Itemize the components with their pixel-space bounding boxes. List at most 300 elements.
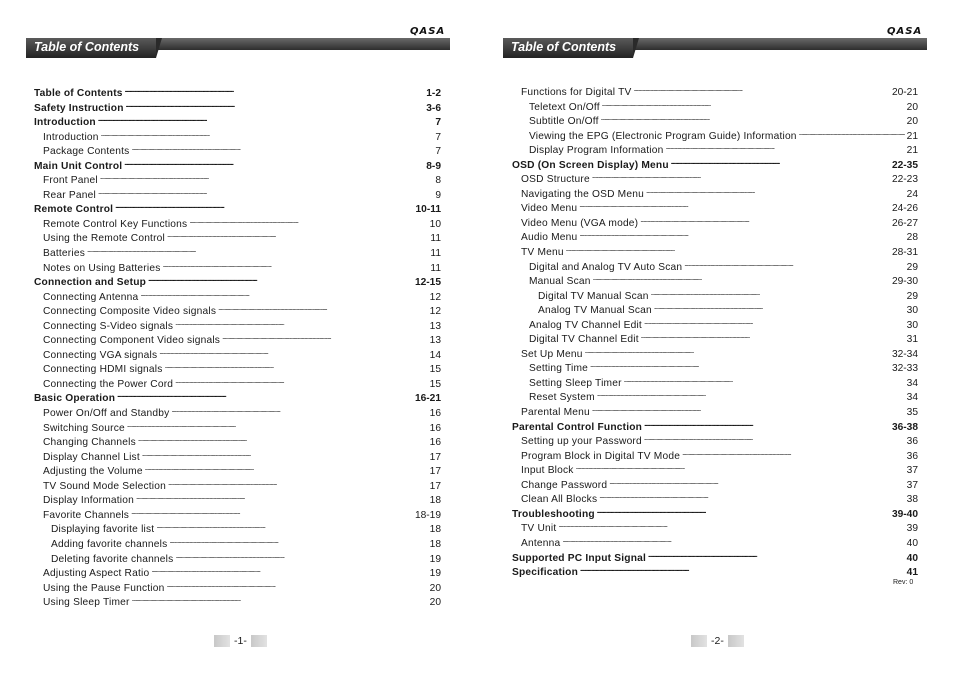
- toc-entry: [34, 348, 441, 363]
- toc-entry-page: 30: [906, 319, 918, 331]
- toc-entry-page: 18: [429, 538, 441, 550]
- toc-entry: [34, 159, 441, 174]
- toc-entry-label: Viewing the EPG (Electronic Program Guide) Information: [529, 130, 797, 142]
- toc-entry-page: 18-19: [414, 509, 441, 521]
- toc-leader-dots: [131, 144, 433, 154]
- toc-leader-dots: [651, 289, 905, 299]
- toc-entry-page: 16: [429, 408, 441, 420]
- toc-entry-label: Digital TV Channel Edit: [529, 334, 639, 346]
- toc-entry: [34, 377, 441, 392]
- toc-entry-label: Rear Panel: [43, 189, 96, 201]
- toc-entry-label: Input Block: [521, 465, 574, 477]
- toc-leader-dots: [162, 261, 428, 271]
- toc-leader-dots: [189, 217, 427, 227]
- toc-leader-dots: [644, 420, 890, 430]
- toc-entry-label: Connecting VGA signals: [43, 349, 158, 361]
- toc-entry: [512, 158, 918, 173]
- toc-entry-page: 17: [429, 480, 441, 492]
- toc-entry-label: Using Sleep Timer: [43, 597, 130, 609]
- toc-leader-dots: [222, 333, 428, 343]
- toc-entry-page: 11: [430, 233, 441, 245]
- toc-entry-page: 19: [429, 553, 441, 565]
- toc-entry: [512, 289, 918, 304]
- toc-entry: [512, 463, 918, 478]
- toc-entry: [34, 333, 441, 348]
- toc-entry-page: 17: [429, 466, 441, 478]
- toc-entry: [34, 290, 441, 305]
- toc-entry-label: Video Menu: [521, 203, 578, 215]
- toc-leader-dots: [644, 318, 905, 328]
- toc-entry-page: 18: [429, 524, 441, 536]
- toc-entry-page: 22-23: [891, 174, 918, 186]
- toc-entry: [512, 303, 918, 318]
- toc-entry: [512, 245, 918, 260]
- toc-entry-page: 7: [435, 117, 441, 129]
- toc-entry-page: 36: [906, 436, 918, 448]
- toc-leader-dots: [148, 275, 413, 285]
- toc-entry: [512, 318, 918, 333]
- toc-entry: [512, 260, 918, 275]
- toc-leader-dots: [101, 130, 434, 140]
- toc-leader-dots: [580, 565, 905, 575]
- toc-entry: [512, 100, 918, 115]
- toc-entry-page: 36: [906, 450, 918, 462]
- toc-entry-label: Functions for Digital TV: [521, 87, 632, 98]
- toc-entry-page: 28-31: [891, 247, 918, 259]
- toc-entry: [512, 492, 918, 507]
- toc-leader-dots: [125, 86, 425, 96]
- toc-entry-label: Deleting favorite channels: [51, 553, 174, 565]
- toc-entry-label: Using the Remote Control: [43, 233, 166, 245]
- toc-entry-page: 20: [429, 582, 441, 594]
- toc-list: [34, 86, 441, 610]
- toc-entry: [34, 144, 441, 159]
- toc-entry: [512, 347, 918, 362]
- toc-entry-label: Connection and Setup: [34, 277, 147, 289]
- toc-leader-dots: [592, 405, 905, 415]
- toc-leader-dots: [138, 435, 428, 445]
- toc-entry-label: Adding favorite channels: [51, 538, 168, 550]
- toc-leader-dots: [98, 115, 434, 125]
- toc-leader-dots: [175, 377, 428, 387]
- toc-entry-page: 22-35: [891, 159, 918, 171]
- toc-entry: [512, 216, 918, 231]
- toc-leader-dots: [602, 100, 905, 110]
- toc-entry-label: Program Block in Digital TV Mode: [521, 450, 681, 462]
- toc-entry: [34, 86, 441, 101]
- toc-entry: [512, 565, 918, 580]
- toc-leader-dots: [624, 376, 905, 386]
- toc-entry-page: 12: [429, 306, 441, 318]
- toc-leader-dots: [640, 216, 890, 226]
- toc-entry: [512, 85, 918, 100]
- toc-entry-label: Basic Operation: [34, 393, 116, 405]
- toc-leader-dots: [597, 390, 905, 400]
- toc-leader-dots: [648, 551, 905, 561]
- toc-entry-label: Package Contents: [43, 146, 130, 158]
- toc-entry: [34, 566, 441, 581]
- toc-entry: [512, 551, 918, 566]
- toc-entry-label: Setting Time: [529, 363, 589, 375]
- toc-leader-dots: [175, 319, 427, 329]
- toc-leader-dots: [175, 552, 427, 562]
- toc-entry-label: Navigating the OSD Menu: [521, 188, 644, 200]
- toc-entry-page: 38: [906, 494, 918, 506]
- toc-leader-dots: [682, 449, 905, 459]
- toc-entry: [512, 172, 918, 187]
- toc-entry-label: Notes on Using Batteries: [43, 262, 161, 274]
- toc-leader-dots: [136, 493, 428, 503]
- toc-leader-dots: [124, 159, 424, 169]
- toc-leader-dots: [558, 521, 904, 531]
- toc-entry: [512, 376, 918, 391]
- toc-entry-label: Set Up Menu: [521, 348, 583, 360]
- toc-entry: [34, 231, 441, 246]
- toc-entry-page: 36-38: [891, 421, 918, 433]
- toc-entry: [34, 464, 441, 479]
- toc-entry-page: 21: [906, 145, 918, 157]
- toc-entry: [34, 246, 441, 261]
- section-header-band: [26, 38, 450, 58]
- toc-entry-page: 15: [429, 364, 441, 376]
- toc-leader-dots: [641, 332, 905, 342]
- toc-entry: [512, 187, 918, 202]
- toc-entry: [34, 450, 441, 465]
- toc-entry-label: Displaying favorite list: [51, 524, 155, 536]
- toc-leader-dots: [579, 201, 890, 211]
- toc-entry-page: 37: [906, 479, 918, 491]
- toc-leader-dots: [151, 566, 427, 576]
- toc-leader-dots: [142, 450, 428, 460]
- page-footer: [214, 635, 267, 647]
- toc-entry-label: Audio Menu: [521, 232, 578, 244]
- toc-leader-dots: [566, 245, 890, 255]
- toc-entry-page: 1-2: [426, 88, 441, 99]
- toc-entry: [512, 129, 918, 144]
- toc-leader-dots: [666, 143, 905, 153]
- toc-entry: [34, 435, 441, 450]
- toc-entry-label: Display Information: [43, 495, 134, 507]
- toc-leader-dots: [593, 274, 890, 284]
- toc-leader-dots: [87, 246, 428, 256]
- toc-entry: [512, 521, 918, 536]
- toc-leader-dots: [159, 348, 427, 358]
- toc-entry-page: 15: [429, 378, 441, 390]
- toc-entry: [34, 595, 441, 610]
- toc-entry: [34, 115, 441, 130]
- toc-entry-page: 20: [906, 101, 918, 113]
- toc-entry-label: Change Password: [521, 479, 608, 491]
- toc-entry: [512, 361, 918, 376]
- toc-entry: [34, 130, 441, 145]
- toc-entry-page: 20: [906, 116, 918, 128]
- toc-leader-dots: [646, 187, 905, 197]
- toc-entry: [512, 420, 918, 435]
- toc-entry: [34, 493, 441, 508]
- toc-leader-dots: [171, 406, 427, 416]
- toc-entry-page: 39: [906, 523, 918, 535]
- toc-entry: [512, 201, 918, 216]
- toc-entry-page: 30: [906, 305, 918, 317]
- toc-entry-label: Clean All Blocks: [521, 494, 598, 506]
- toc-entry: [34, 552, 441, 567]
- toc-leader-dots: [609, 478, 904, 488]
- toc-entry-page: 8-9: [426, 160, 441, 172]
- toc-entry-page: 13: [429, 320, 441, 332]
- toc-leader-dots: [601, 114, 905, 124]
- toc-leader-dots: [165, 362, 428, 372]
- toc-entry: [34, 406, 441, 421]
- footer-block-left: [214, 635, 230, 647]
- toc-entry-label: Connecting Component Video signals: [43, 335, 221, 347]
- toc-entry: [34, 537, 441, 552]
- toc-leader-dots: [218, 304, 428, 314]
- toc-leader-dots: [597, 507, 890, 517]
- toc-entry-page: 40: [906, 537, 918, 549]
- toc-leader-dots: [126, 101, 425, 111]
- toc-entry-page: 18: [429, 495, 441, 507]
- toc-leader-dots: [590, 361, 890, 371]
- toc-entry: [34, 304, 441, 319]
- toc-entry-label: Troubleshooting: [512, 508, 595, 520]
- toc-leader-dots: [634, 85, 890, 95]
- toc-entry: [512, 405, 918, 420]
- toc-entry-label: Front Panel: [43, 175, 98, 187]
- toc-entry-page: 16-21: [414, 393, 441, 405]
- toc-entry-label: TV Sound Mode Selection: [43, 480, 166, 492]
- toc-entry: [34, 421, 441, 436]
- toc-leader-dots: [100, 173, 433, 183]
- toc-entry-label: Connecting S-Video signals: [43, 320, 174, 332]
- page-number: -2-: [711, 635, 724, 647]
- toc-entry-label: OSD (On Screen Display) Menu: [512, 159, 669, 171]
- toc-leader-dots: [599, 492, 904, 502]
- toc-entry-label: Analog TV Manual Scan: [538, 305, 652, 317]
- toc-entry-page: 12: [429, 291, 441, 303]
- toc-leader-dots: [562, 536, 904, 546]
- toc-entry-label: Setting up your Password: [521, 436, 642, 448]
- toc-entry-page: 32-33: [891, 363, 918, 375]
- toc-entry: [34, 319, 441, 334]
- toc-leader-dots: [579, 230, 904, 240]
- toc-entry-label: Connecting HDMI signals: [43, 364, 163, 376]
- toc-entry-page: 20: [429, 597, 441, 609]
- toc-entry-label: Teletext On/Off: [529, 101, 600, 113]
- toc-entry-label: Setting Sleep Timer: [529, 377, 622, 389]
- toc-entry-page: 39-40: [891, 508, 918, 520]
- toc-entry-page: 19: [429, 568, 441, 580]
- toc-entry-page: 29: [906, 261, 918, 273]
- toc-entry-page: 10-11: [415, 204, 441, 216]
- toc-entry-label: Batteries: [43, 248, 86, 260]
- brand-logo: QASA: [410, 26, 446, 37]
- toc-leader-dots: [799, 129, 905, 139]
- toc-entry-label: Introduction: [34, 117, 96, 129]
- toc-leader-dots: [592, 172, 890, 182]
- toc-leader-dots: [98, 188, 433, 198]
- toc-leader-dots: [156, 522, 427, 532]
- toc-entry-page: 20-21: [891, 87, 918, 98]
- toc-leader-dots: [576, 463, 905, 473]
- toc-leader-dots: [585, 347, 890, 357]
- toc-entry-page: 11: [430, 262, 441, 274]
- toc-entry-page: 16: [429, 437, 441, 449]
- toc-entry-label: Remote Control Key Functions: [43, 218, 188, 230]
- toc-leader-dots: [644, 434, 905, 444]
- toc-entry-label: Table of Contents: [34, 88, 123, 99]
- page-number: -1-: [234, 635, 247, 647]
- toc-list: [512, 85, 918, 580]
- page-footer: [691, 635, 744, 647]
- toc-entry-label: Reset System: [529, 392, 595, 404]
- toc-entry-label: Safety Instruction: [34, 102, 124, 114]
- toc-leader-dots: [131, 508, 413, 518]
- toc-entry-label: Digital and Analog TV Auto Scan: [529, 261, 683, 273]
- toc-entry-page: 14: [429, 349, 441, 361]
- toc-entry-page: 37: [906, 465, 918, 477]
- toc-entry-label: Switching Source: [43, 422, 125, 434]
- toc-entry-page: 13: [429, 335, 441, 347]
- toc-leader-dots: [140, 290, 427, 300]
- toc-entry: [34, 362, 441, 377]
- footer-block-right: [728, 635, 744, 647]
- toc-entry-page: 17: [429, 451, 441, 463]
- toc-entry-label: Parental Control Function: [512, 421, 643, 433]
- toc-entry-label: Display Channel List: [43, 451, 140, 463]
- toc-leader-dots: [127, 421, 428, 431]
- toc-entry: [512, 434, 918, 449]
- toc-entry: [34, 261, 441, 276]
- toc-entry: [512, 478, 918, 493]
- toc-entry: [512, 114, 918, 129]
- toc-leader-dots: [117, 391, 413, 401]
- toc-entry-label: Parental Menu: [521, 407, 590, 419]
- footer-block-left: [691, 635, 707, 647]
- header-tab-edge: [156, 38, 162, 58]
- toc-entry-label: Display Program Information: [529, 145, 664, 157]
- toc-entry-page: 10: [429, 218, 441, 230]
- toc-entry-page: 7: [435, 131, 441, 143]
- toc-entry-label: Connecting the Power Cord: [43, 378, 174, 390]
- toc-entry: [512, 274, 918, 289]
- toc-entry-page: 9: [435, 189, 441, 201]
- toc-entry-page: 8: [435, 175, 441, 187]
- toc-entry-page: 34: [906, 392, 918, 404]
- section-header-band: [503, 38, 927, 58]
- page-2: [477, 0, 954, 674]
- toc-entry: [512, 507, 918, 522]
- toc-entry-label: Manual Scan: [529, 276, 591, 288]
- toc-entry-label: Favorite Channels: [43, 509, 130, 521]
- toc-entry: [34, 188, 441, 203]
- toc-entry: [34, 581, 441, 596]
- toc-entry-label: Changing Channels: [43, 437, 136, 449]
- toc-entry-page: 11: [430, 248, 441, 260]
- toc-entry: [34, 275, 441, 290]
- toc-entry-page: 35: [906, 407, 918, 419]
- toc-entry: [512, 230, 918, 245]
- toc-entry: [34, 479, 441, 494]
- toc-entry-label: Introduction: [43, 131, 99, 143]
- toc-entry: [34, 202, 441, 217]
- revision-label: Rev: 0: [893, 579, 914, 586]
- toc-entry-label: Supported PC Input Signal: [512, 552, 647, 564]
- toc-entry: [34, 391, 441, 406]
- toc-entry: [34, 217, 441, 232]
- toc-entry-page: 41: [906, 567, 918, 579]
- toc-leader-dots: [168, 479, 428, 489]
- toc-entry: [512, 449, 918, 464]
- toc-entry-page: 24-26: [891, 203, 918, 215]
- footer-block-right: [251, 635, 267, 647]
- toc-entry-page: 34: [906, 377, 918, 389]
- brand-logo: QASA: [887, 26, 923, 37]
- toc-entry-label: Digital TV Manual Scan: [538, 290, 649, 302]
- toc-leader-dots: [167, 231, 428, 241]
- toc-entry: [512, 143, 918, 158]
- toc-entry-page: 40: [906, 552, 918, 564]
- toc-entry: [512, 536, 918, 551]
- toc-leader-dots: [169, 537, 427, 547]
- toc-entry-label: Subtitle On/Off: [529, 116, 599, 128]
- toc-entry-label: Antenna: [521, 537, 561, 549]
- page-title: Table of Contents: [511, 40, 617, 54]
- page-title: Table of Contents: [34, 40, 140, 54]
- toc-entry-page: 3-6: [426, 102, 441, 114]
- toc-entry-label: Main Unit Control: [34, 160, 123, 172]
- toc-entry: [34, 522, 441, 537]
- toc-entry-label: OSD Structure: [521, 174, 590, 186]
- toc-leader-dots: [654, 303, 905, 313]
- toc-entry-label: Connecting Composite Video signals: [43, 306, 217, 318]
- toc-entry-label: Specification: [512, 567, 579, 579]
- toc-entry-page: 29: [906, 290, 918, 302]
- toc-entry: [512, 390, 918, 405]
- toc-leader-dots: [166, 581, 427, 591]
- toc-entry-page: 26-27: [891, 217, 918, 229]
- toc-entry-label: Adjusting Aspect Ratio: [43, 568, 150, 580]
- toc-entry-page: 16: [429, 422, 441, 434]
- toc-entry-label: Using the Pause Function: [43, 582, 165, 594]
- toc-entry-page: 12-15: [414, 277, 441, 289]
- toc-leader-dots: [145, 464, 428, 474]
- toc-entry-label: Adjusting the Volume: [43, 466, 143, 478]
- toc-leader-dots: [115, 202, 413, 212]
- toc-leader-dots: [671, 158, 890, 168]
- header-tab-edge: [633, 38, 639, 58]
- toc-entry-label: Video Menu (VGA mode): [521, 217, 639, 229]
- toc-entry-page: 21: [906, 130, 918, 142]
- toc-leader-dots: [684, 260, 904, 270]
- toc-entry-page: 7: [435, 146, 441, 158]
- toc-entry-label: TV Unit: [521, 523, 557, 535]
- toc-entry-page: 32-34: [891, 348, 918, 360]
- toc-entry: [34, 508, 441, 523]
- toc-entry-label: Analog TV Channel Edit: [529, 319, 642, 331]
- toc-entry: [34, 173, 441, 188]
- toc-entry: [34, 101, 441, 116]
- toc-entry: [512, 332, 918, 347]
- toc-entry-label: Remote Control: [34, 204, 114, 216]
- toc-entry-page: 31: [906, 334, 918, 346]
- toc-entry-page: 29-30: [891, 276, 918, 288]
- toc-entry-label: TV Menu: [521, 247, 564, 259]
- toc-entry-label: Connecting Antenna: [43, 291, 139, 303]
- toc-leader-dots: [132, 595, 428, 605]
- toc-entry-page: 24: [906, 188, 918, 200]
- toc-entry-label: Power On/Off and Standby: [43, 408, 170, 420]
- toc-entry-page: 28: [906, 232, 918, 244]
